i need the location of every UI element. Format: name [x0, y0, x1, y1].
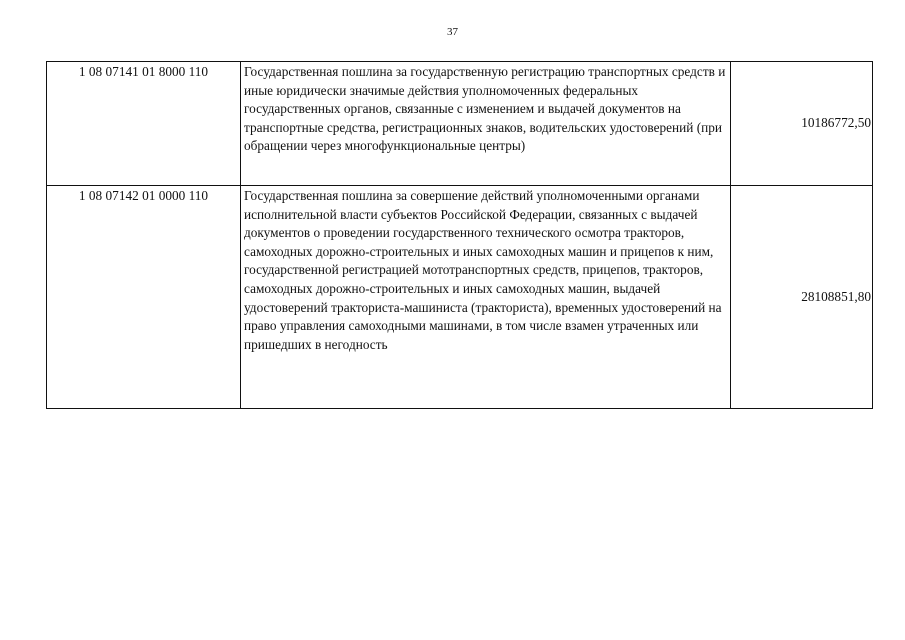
- description-cell: Государственная пошлина за совершение действий уполномоченными органами исполнительной власти субъектов Российской Федерации, связанных с выдачей документов о проведении государственного технического осмотра тракторов, самоходных дорожно-строительных и иных самоходных машин и прицепов к ним, государственной регистрацией мототранспортных средств, прицепов, тракторов, самоходных дорожно-строительных и иных самоходных машин, выдачей удостоверений тракториста-машиниста (тракториста), временных удостоверений на право управления самоходными машинами, в том числе взамен утраченных или пришедших в негодность: [241, 186, 731, 409]
- budget-code-cell: 1 08 07142 01 0000 110: [47, 186, 241, 409]
- table-row: [47, 186, 873, 409]
- page-number: 37: [447, 26, 458, 38]
- description-cell: Государственная пошлина за государственную регистрацию транспортных средств и иные юридически значимые действия уполномоченных федеральных государственных органов, связанные с изменением и выдачей документов на транспортные средства, регистрационных знаков, водительских удостоверений (при обращении через многофункциональные центры): [241, 62, 731, 186]
- revenue-table: [46, 61, 873, 409]
- amount-cell: 28108851,80: [731, 186, 873, 409]
- amount-cell: 10186772,50: [731, 62, 873, 186]
- budget-code-cell: 1 08 07141 01 8000 110: [47, 62, 241, 186]
- table-row: [47, 62, 873, 186]
